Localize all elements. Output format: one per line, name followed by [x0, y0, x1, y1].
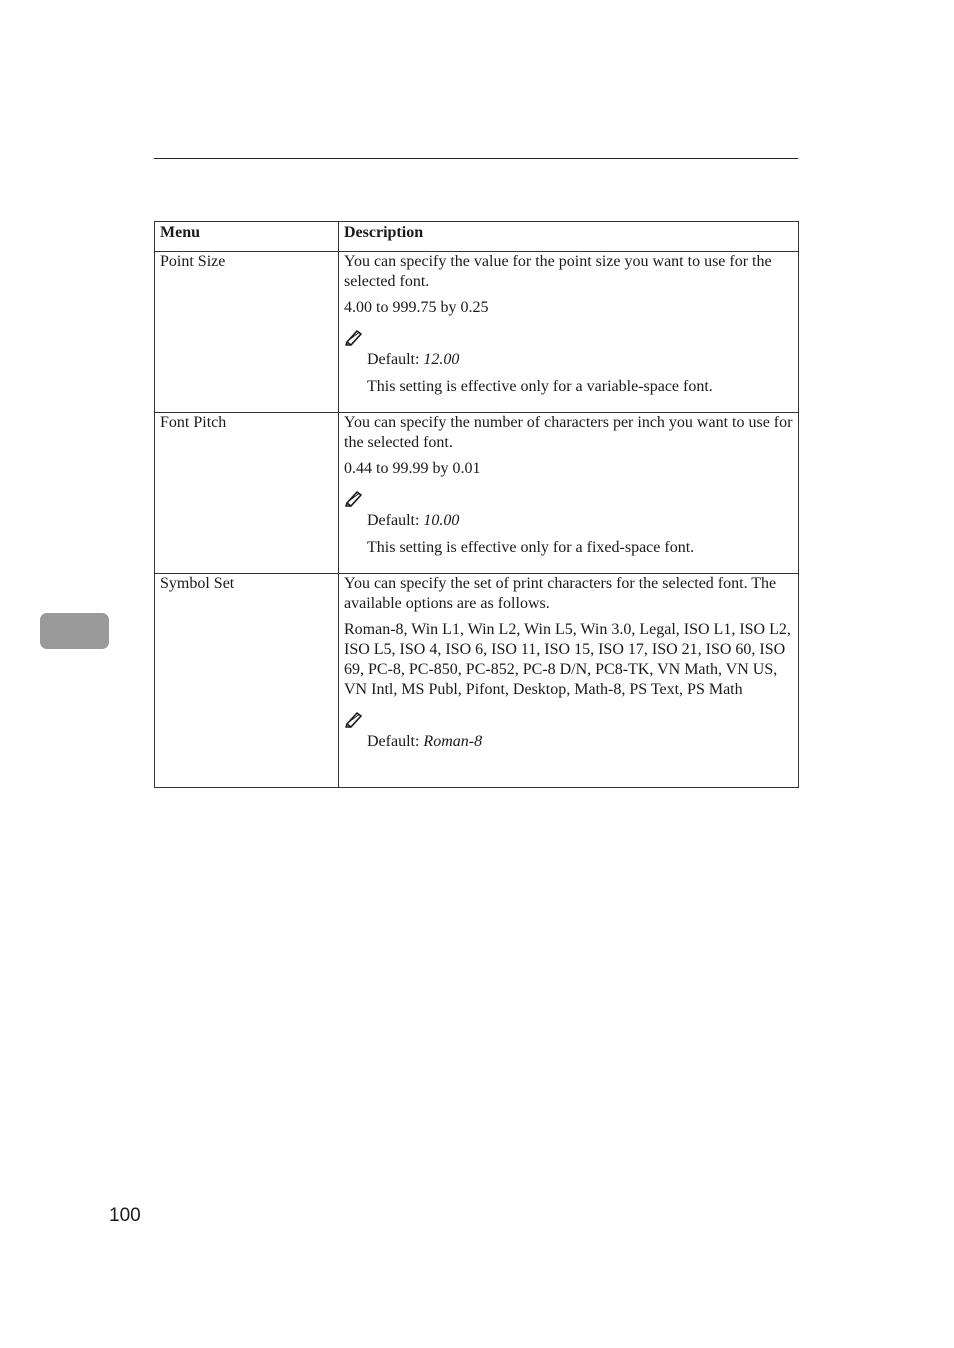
- default-note: [367, 350, 793, 370]
- menu-column-header: Menu: [155, 222, 339, 252]
- table-row: [155, 252, 799, 413]
- chapter-tab: [40, 613, 109, 649]
- default-note: [367, 732, 793, 752]
- default-label: Default:: [367, 512, 424, 529]
- header-rule: [154, 158, 798, 159]
- table-header-row: [155, 222, 799, 252]
- extra-note: This setting is effective only for a variable-space font.: [367, 378, 713, 395]
- default-label: Default:: [367, 733, 424, 750]
- description-column-header: Description: [339, 222, 799, 252]
- description-text: You can specify the value for the point size you want to use for the selected font.: [344, 253, 772, 290]
- menu-table: [154, 221, 799, 788]
- description-text: You can specify the number of characters per inch you want to use for the selected font.: [344, 414, 793, 451]
- default-value: 10.00: [423, 512, 460, 529]
- default-label: Default:: [367, 351, 424, 368]
- menu-description-cell: [339, 413, 799, 574]
- menu-name: Symbol Set: [155, 574, 339, 788]
- page-number: 100: [109, 1205, 141, 1226]
- menu-name: Font Pitch: [155, 413, 339, 574]
- value-range: 4.00 to 999.75 by 0.25: [344, 299, 489, 316]
- symbol-set-options: Roman-8, Win L1, Win L2, Win L5, Win 3.0, Legal, ISO L1, ISO L2, ISO L5, ISO 4, ISO 6, ISO 11, ISO 15, ISO 17, ISO 21, ISO 60, ISO 69, PC-8, PC-850, PC-852, PC-8 D/N, PC8-TK, VN Math, VN US, VN Intl, MS Publ, Pifont, Desktop, Math-8, PS Text, PS Math: [344, 621, 791, 698]
- menu-name: Point Size: [155, 252, 339, 413]
- extra-note: This setting is effective only for a fixed-space font.: [367, 539, 695, 556]
- default-value: 12.00: [423, 351, 460, 368]
- default-note: [367, 511, 793, 531]
- menu-description-cell: [339, 574, 799, 788]
- table-row: [155, 413, 799, 574]
- value-range: 0.44 to 99.99 by 0.01: [344, 460, 481, 477]
- table-row: [155, 574, 799, 788]
- menu-description-cell: [339, 252, 799, 413]
- pencil-note-icon: [344, 489, 364, 507]
- pencil-note-icon: [344, 328, 364, 346]
- default-value: Roman-8: [423, 733, 483, 750]
- description-text: You can specify the set of print characters for the selected font. The available options are as follows.: [344, 575, 777, 612]
- pencil-note-icon: [344, 710, 364, 728]
